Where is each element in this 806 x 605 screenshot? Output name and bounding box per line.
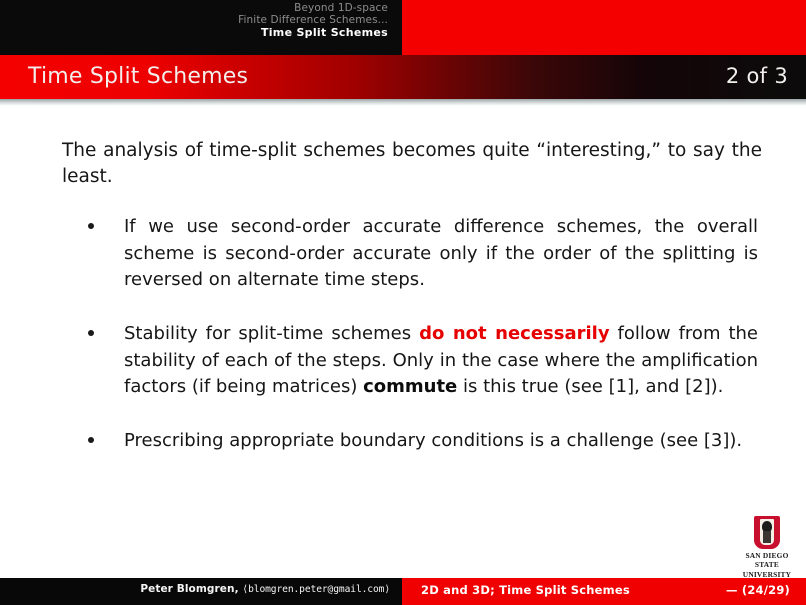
logo-wordmark-line1: SAN DIEGO STATE [745, 551, 789, 570]
slide-footer [0, 578, 806, 605]
top-navigation-bar [0, 0, 806, 55]
bullet-text-1-part-4: is this true (see [1], and [2]). [457, 376, 724, 398]
title-underline-divider [0, 99, 806, 106]
bullet-list [86, 214, 758, 454]
intro-paragraph: The analysis of time-split schemes becomes quite “interesting,” to say the least. [62, 140, 762, 188]
bullet-text-1-part-0: Stability for split-time schemes [124, 322, 420, 344]
crest-inner-shape [760, 519, 774, 545]
topbar-accent-block [402, 0, 806, 55]
breadcrumb-item-1[interactable]: Finite Difference Schemes... [238, 14, 388, 27]
footer-page-number: — (24/29) [725, 583, 790, 597]
sdsu-logo [736, 516, 798, 579]
slide-counter: 2 of 3 [725, 64, 788, 88]
slide-title-bar [0, 55, 806, 99]
footer-author-email[interactable]: ⟨blomgren.peter@gmail.com⟩ [242, 584, 390, 595]
list-item [86, 321, 758, 401]
breadcrumb [0, 2, 388, 40]
bullet-text-0-part-0: If we use second-order accurate difference schemes, the overall scheme is second-order accurate only if the order of the splitting is reversed on alternate time steps. [124, 216, 758, 291]
crest-icon [754, 516, 780, 549]
bullet-text-1-part-2: follow from the stability of each of the steps. Only in the case where the amplification factors (if being matrices) [124, 322, 758, 398]
breadcrumb-item-2-active[interactable]: Time Split Schemes [260, 25, 388, 39]
bullet-dot-icon [88, 437, 94, 443]
bullet-dot-icon [88, 330, 94, 336]
footer-author-name: Peter Blomgren, [140, 583, 239, 595]
crest-figure-body [763, 531, 771, 543]
bullet-text-1-emphasis-bold: commute [363, 376, 458, 398]
breadcrumb-item-0[interactable]: Beyond 1D-space [294, 2, 388, 14]
list-item [86, 214, 758, 294]
slide-content-area [0, 106, 806, 576]
logo-wordmark-line2: UNIVERSITY [742, 569, 792, 579]
bullet-text-1-emphasis-red: do not necessarily [419, 322, 610, 344]
footer-subject: 2D and 3D; Time Split Schemes [421, 583, 630, 597]
bullet-dot-icon [88, 223, 94, 229]
list-item [86, 428, 758, 455]
page-title: Time Split Schemes [28, 64, 249, 89]
footer-author [0, 583, 390, 595]
logo-wordmark [736, 551, 798, 579]
bullet-text-2-part-0: Prescribing appropriate boundary conditions is a challenge (see [3]). [124, 429, 743, 451]
